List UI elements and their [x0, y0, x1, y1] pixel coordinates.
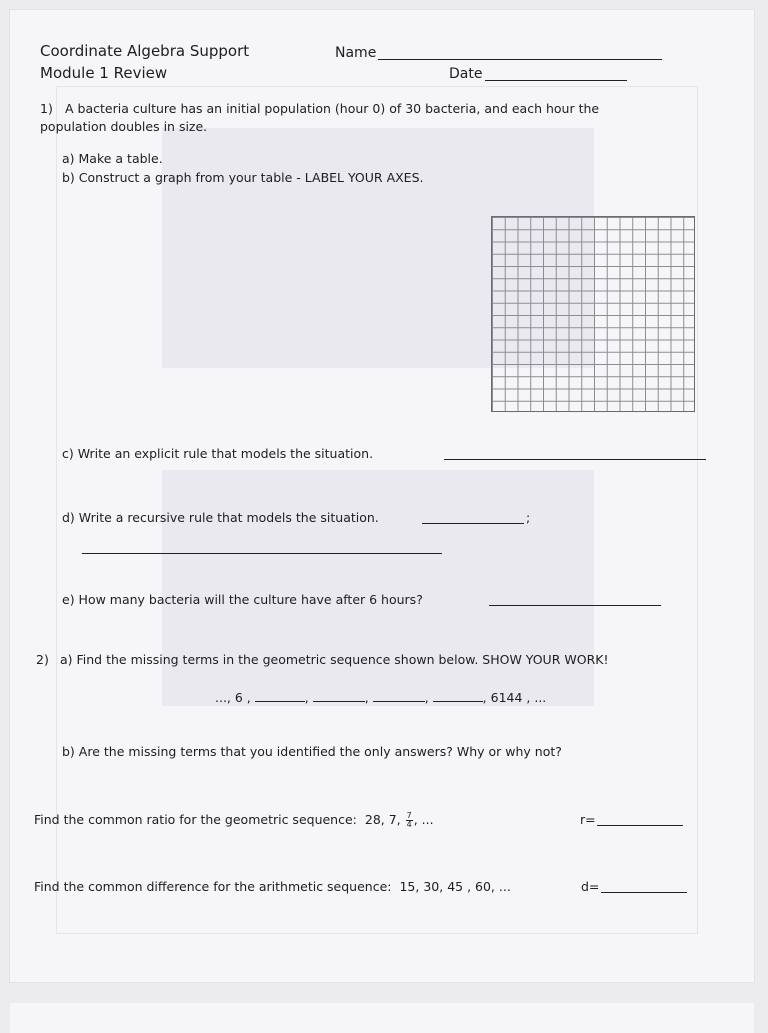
ratio-answer-label: r=	[580, 812, 596, 827]
ratio-sequence-head: 28, 7,	[364, 812, 401, 827]
q1-part-b: b) Construct a graph from your table - LABEL YOUR AXES.	[62, 170, 424, 185]
course-title: Coordinate Algebra Support	[40, 42, 250, 60]
q2-part-b: b) Are the missing terms that you identified the only answers? Why or why not?	[62, 744, 562, 759]
date-answer-line[interactable]	[485, 80, 627, 81]
q1-prompt-line1: A bacteria culture has an initial population (hour 0) of 30 bacteria, and each hour the	[65, 101, 600, 116]
missing-term-1[interactable]	[255, 689, 305, 702]
missing-term-4[interactable]	[433, 689, 483, 702]
q1-d-answer-line-1[interactable]	[422, 523, 524, 524]
fraction-numerator: 7	[406, 811, 412, 820]
name-label: Name	[335, 45, 377, 61]
q1-d-answer-line-2[interactable]	[82, 553, 442, 554]
q1-e-answer-line[interactable]	[489, 605, 661, 606]
ratio-answer-line[interactable]	[597, 825, 683, 826]
geometric-sequence-blanks	[215, 689, 546, 706]
date-label: Date	[449, 66, 483, 82]
module-title: Module 1 Review	[40, 64, 168, 82]
missing-term-3[interactable]	[373, 689, 425, 702]
difference-sequence: 15, 30, 45 , 60, ...	[399, 879, 511, 894]
q1-part-e: e) How many bacteria will the culture have after 6 hours?	[62, 592, 423, 607]
missing-term-2[interactable]	[313, 689, 365, 702]
q1-c-answer-line[interactable]	[444, 459, 706, 460]
q1-number: 1)	[40, 101, 53, 116]
q2-part-a: a) Find the missing terms in the geometric sequence shown below. SHOW YOUR WORK!	[60, 652, 609, 667]
graph-paper-grid[interactable]	[491, 216, 695, 412]
q1-part-d: d) Write a recursive rule that models the situation.	[62, 510, 379, 525]
difference-answer-line[interactable]	[601, 892, 687, 893]
name-answer-line[interactable]	[378, 59, 662, 60]
sequence-separator: ,	[364, 690, 369, 705]
sequence-start: ..., 6 ,	[215, 690, 251, 705]
difference-answer-label: d=	[581, 879, 600, 894]
seven-fourths-fraction	[406, 812, 413, 829]
fraction-denominator: 4	[406, 820, 412, 829]
q2-number: 2)	[36, 652, 49, 667]
q1-part-a: a) Make a table.	[62, 151, 163, 166]
next-page-edge	[10, 1003, 754, 1033]
common-difference-question	[34, 879, 511, 895]
common-difference-prompt: Find the common difference for the arithmetic sequence:	[34, 879, 392, 894]
common-ratio-prompt: Find the common ratio for the geometric sequence:	[34, 812, 357, 827]
sequence-end: , 6144 , ...	[482, 690, 547, 705]
ratio-sequence-tail: , ...	[413, 812, 434, 827]
q1-d-separator: ;	[526, 510, 531, 525]
sequence-separator: ,	[304, 690, 309, 705]
q1-prompt-line2: population doubles in size.	[40, 119, 208, 134]
sequence-separator: ,	[424, 690, 429, 705]
common-ratio-question	[34, 812, 434, 829]
q1-part-c: c) Write an explicit rule that models the situation.	[62, 446, 374, 461]
